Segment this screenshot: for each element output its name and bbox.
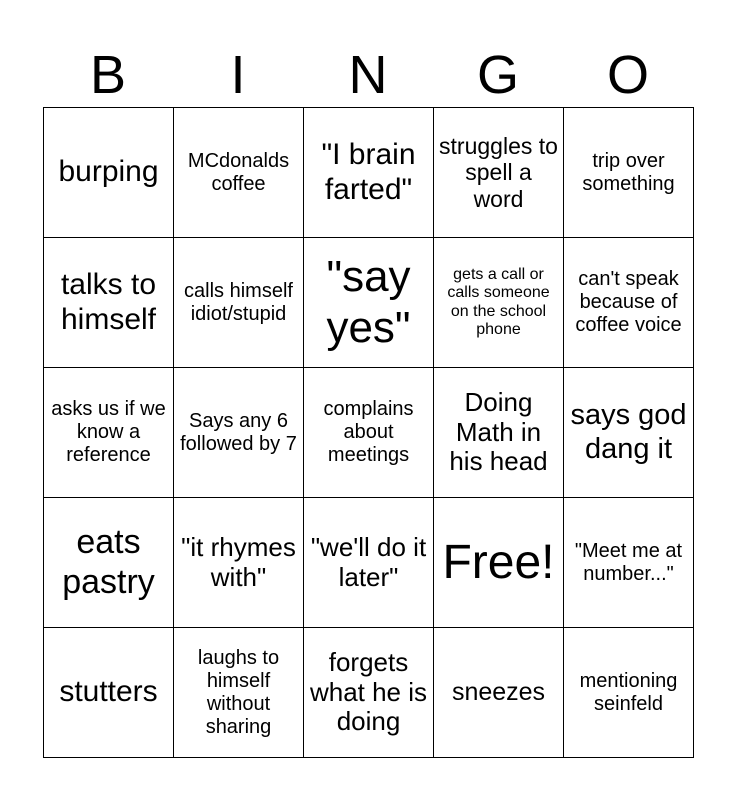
grid-row bbox=[44, 498, 694, 628]
bingo-cell[interactable]: burping bbox=[44, 108, 174, 238]
bingo-cell[interactable]: trip over something bbox=[564, 108, 694, 238]
bingo-cell[interactable]: struggles to spell a word bbox=[434, 108, 564, 238]
bingo-header bbox=[43, 40, 693, 110]
grid-row bbox=[44, 108, 694, 238]
bingo-cell[interactable]: "it rhymes with" bbox=[174, 498, 304, 628]
bingo-cell[interactable]: laughs to himself without sharing bbox=[174, 628, 304, 758]
bingo-cell[interactable]: MCdonalds coffee bbox=[174, 108, 304, 238]
bingo-cell[interactable]: talks to himself bbox=[44, 238, 174, 368]
grid-row bbox=[44, 238, 694, 368]
bingo-cell[interactable]: eats pastry bbox=[44, 498, 174, 628]
header-letter-n: N bbox=[348, 45, 388, 105]
header-letter-i: I bbox=[230, 45, 246, 105]
bingo-cell[interactable]: forgets what he is doing bbox=[304, 628, 434, 758]
header-letter-o: O bbox=[606, 45, 649, 105]
bingo-cell[interactable]: "I brain farted" bbox=[304, 108, 434, 238]
free-space-cell[interactable]: Free! bbox=[434, 498, 564, 628]
grid-row bbox=[44, 628, 694, 758]
bingo-cell[interactable]: Doing Math in his head bbox=[434, 368, 564, 498]
bingo-cell[interactable]: complains about meetings bbox=[304, 368, 434, 498]
bingo-cell[interactable]: calls himself idiot/stupid bbox=[174, 238, 304, 368]
bingo-cell[interactable]: mentioning seinfeld bbox=[564, 628, 694, 758]
bingo-cell[interactable]: says god dang it bbox=[564, 368, 694, 498]
bingo-cell[interactable]: stutters bbox=[44, 628, 174, 758]
bingo-cell[interactable]: can't speak because of coffee voice bbox=[564, 238, 694, 368]
header-letter-b: B bbox=[89, 45, 127, 105]
bingo-cell[interactable]: gets a call or calls someone on the school phone bbox=[434, 238, 564, 368]
bingo-cell[interactable]: "say yes" bbox=[304, 238, 434, 368]
bingo-cell[interactable]: "we'll do it later" bbox=[304, 498, 434, 628]
bingo-cell[interactable]: sneezes bbox=[434, 628, 564, 758]
bingo-cell[interactable]: asks us if we know a reference bbox=[44, 368, 174, 498]
header-letter-g: G bbox=[476, 45, 519, 105]
bingo-cell[interactable]: Says any 6 followed by 7 bbox=[174, 368, 304, 498]
bingo-grid bbox=[43, 107, 694, 758]
grid-row bbox=[44, 368, 694, 498]
bingo-cell[interactable]: "Meet me at number..." bbox=[564, 498, 694, 628]
